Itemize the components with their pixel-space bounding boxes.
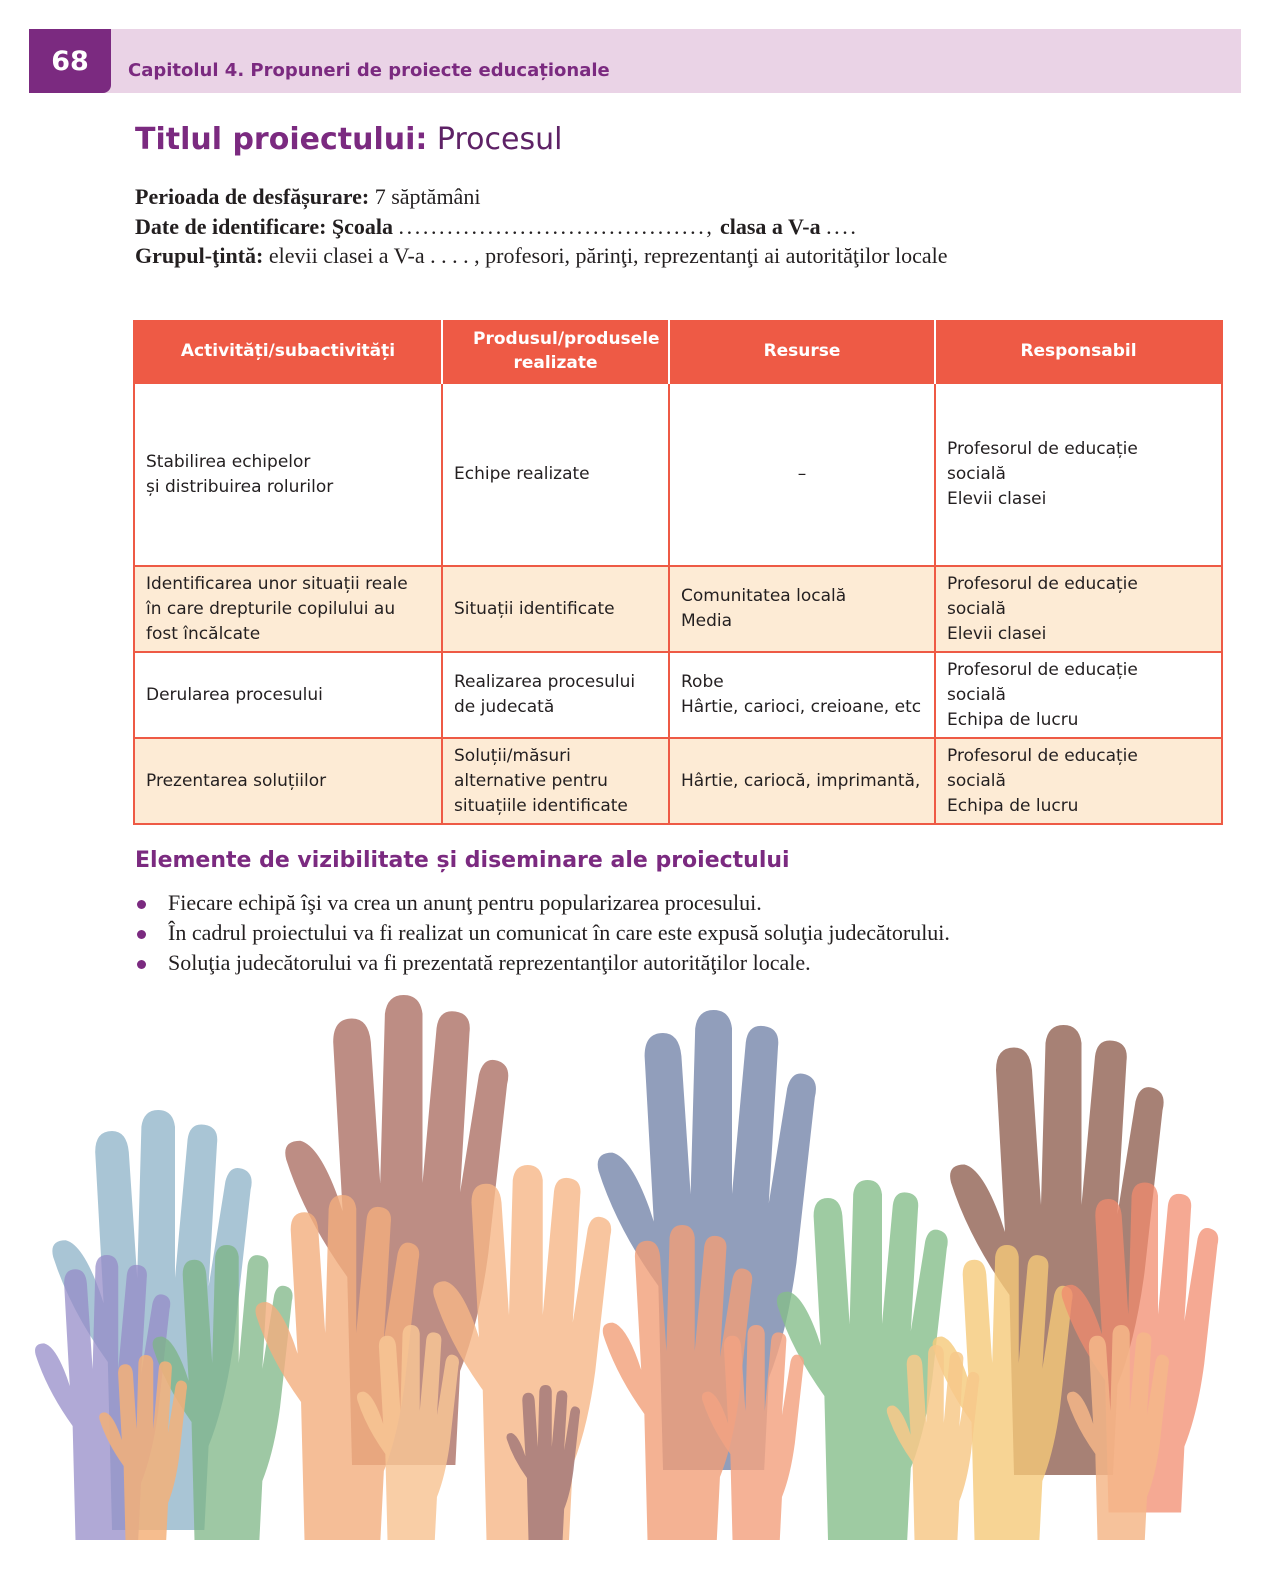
list-item: Fiecare echipă îşi va crea un anunţ pentru popularizarea procesului. (135, 888, 950, 918)
target-group-line (135, 243, 948, 269)
raised-hands-illustration (29, 995, 1221, 1540)
table-row (134, 652, 1222, 738)
period-value: 7 săptămâni (374, 184, 481, 209)
table-cell: Echipe realizate (442, 383, 669, 566)
table-cell: Prezentarea soluțiilor (134, 738, 442, 824)
list-item: Soluţia judecătorului va fi prezentată reprezentanţilor autorităţilor locale. (135, 948, 950, 978)
visibility-list (135, 888, 950, 978)
visibility-heading: Elemente de vizibilitate și diseminare ale proiectului (135, 848, 790, 873)
list-item: În cadrul proiectului va fi realizat un comunicat în care este expusă soluţia judecătorului. (135, 918, 950, 948)
table-cell: Hârtie, cariocă, imprimantă, (669, 738, 935, 824)
class-dots: .... (826, 214, 859, 239)
table-cell: Comunitatea locală Media (669, 566, 935, 652)
target-group-label: Grupul-ţintă: (135, 243, 264, 268)
table-cell: Situații identificate (442, 566, 669, 652)
page-number: 68 (29, 29, 111, 93)
table-cell: Realizarea procesului de judecată (442, 652, 669, 738)
title-label: Titlul proiectului: (135, 122, 428, 157)
column-header: Resurse (669, 320, 935, 383)
chapter-title: Capitolul 4. Propuneri de proiecte educaționale (128, 60, 610, 81)
table-cell: Profesorul de educație socială Elevii clasei (935, 566, 1222, 652)
table-cell: Robe Hârtie, carioci, creioane, etc (669, 652, 935, 738)
target-group-value: elevii clasei a V-a . . . . , profesori, părinţi, reprezentanţi ai autorităţilor locale (268, 243, 948, 268)
table-row (134, 383, 1222, 566)
identification-label: Date de identificare: Şcoala (135, 214, 394, 239)
identification-dots: ......................................, (398, 214, 715, 239)
table-cell: Profesorul de educație socială Echipa de lucru (935, 738, 1222, 824)
table-cell: Identificarea unor situații reale în care drepturile copilului au fost încălcate (134, 566, 442, 652)
title-value: Procesul (436, 122, 563, 157)
identification-line (135, 214, 858, 240)
table-cell: Derularea procesului (134, 652, 442, 738)
table-row (134, 566, 1222, 652)
table-row (134, 738, 1222, 824)
table-cell: Profesorul de educație socială Echipa de lucru (935, 652, 1222, 738)
column-header: Responsabil (935, 320, 1222, 383)
activities-table (133, 320, 1223, 825)
table-cell: Soluții/măsuri alternative pentru situațiile identificate (442, 738, 669, 824)
table-cell: Stabilirea echipelor și distribuirea rolurilor (134, 383, 442, 566)
table-cell: Profesorul de educație socială Elevii clasei (935, 383, 1222, 566)
table-cell: – (669, 383, 935, 566)
period-label: Perioada de desfășurare: (135, 184, 370, 209)
column-header: Produsul/produsele realizate (442, 320, 669, 383)
class-label: clasa a V-a (719, 214, 821, 239)
project-title (135, 122, 562, 157)
column-header: Activități/subactivități (134, 320, 442, 383)
table-header-row (134, 320, 1222, 383)
period-line (135, 184, 480, 210)
